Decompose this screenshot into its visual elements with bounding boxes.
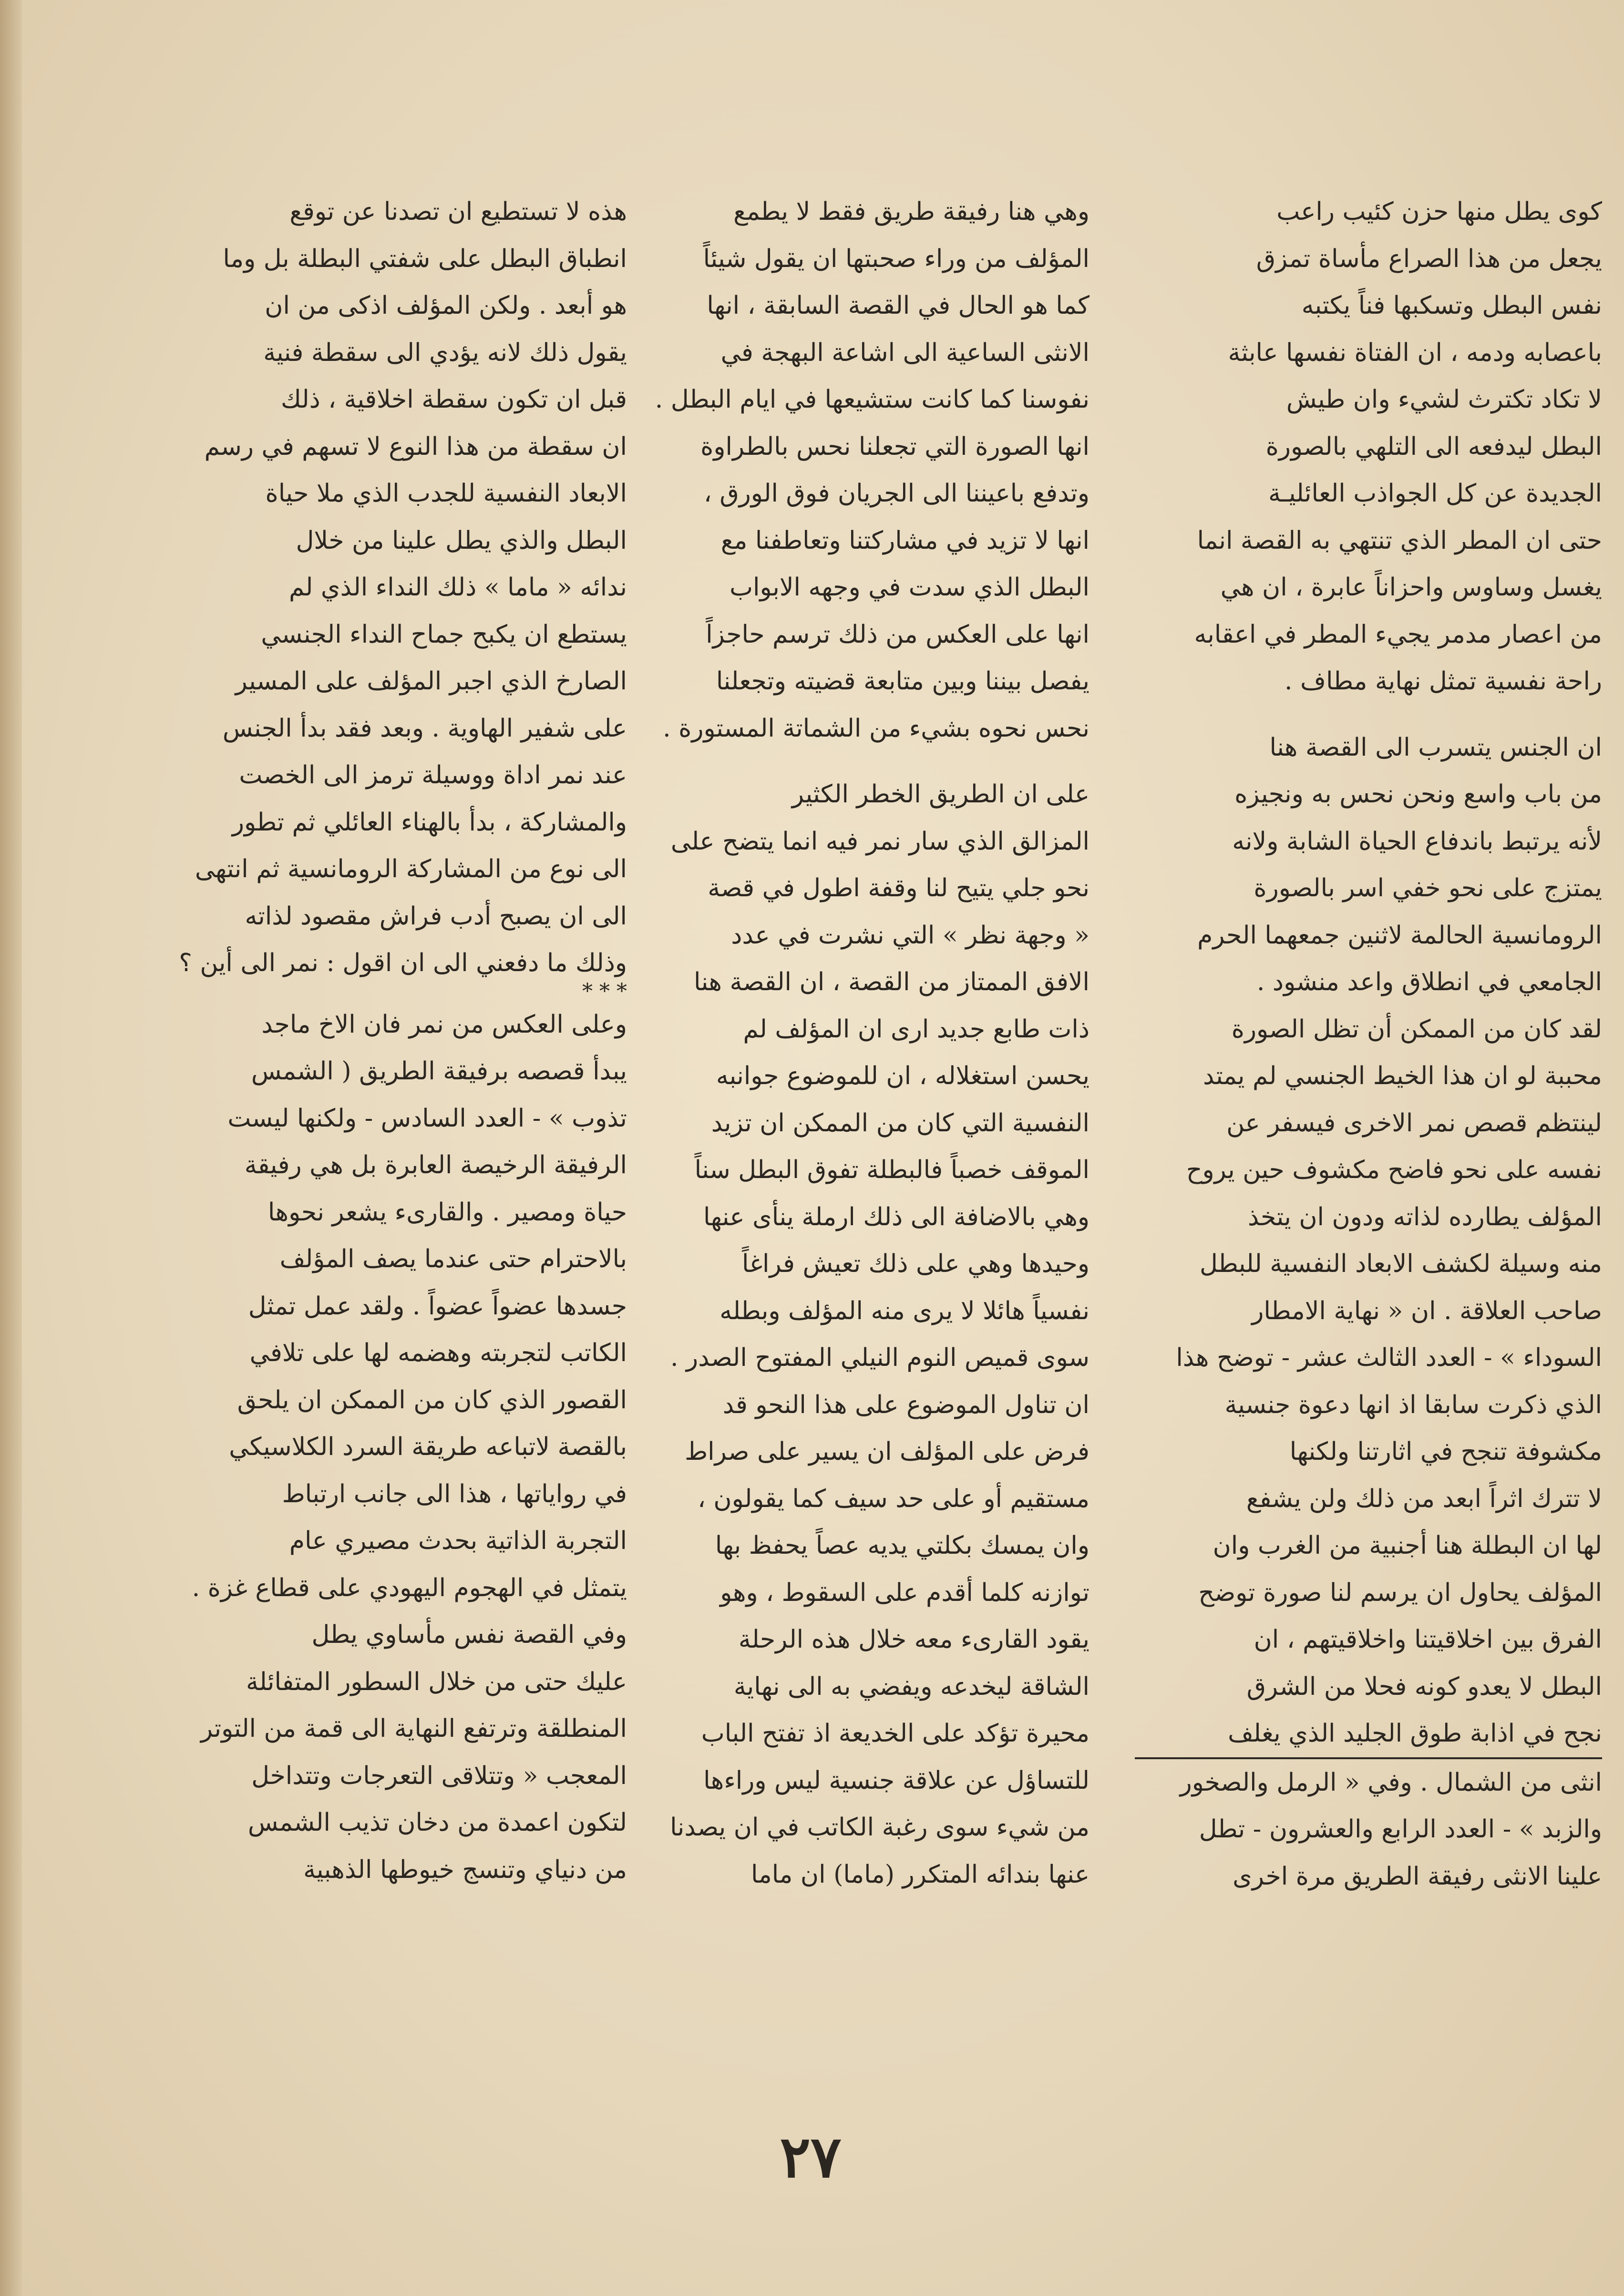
text-line: المزالق الذي سار نمر فيه انما يتضح على <box>670 827 1090 856</box>
text-line: جسدها عضواً عضواً . ولقد عمل تمثل <box>248 1292 627 1321</box>
text-line: الكاتب لتجربته وهضمه لها على تلافي <box>249 1339 627 1367</box>
text-line: نحو جلي يتيح لنا وقفة اطول في قصة <box>708 874 1090 902</box>
text-line: الرفيقة الرخيصة العابرة بل هي رفيقة <box>244 1151 627 1179</box>
text-line: ان تناول الموضوع على هذا النحو قد <box>722 1390 1090 1419</box>
text-line: المؤلف من وراء صحبتها ان يقول شيئاً <box>703 244 1090 273</box>
text-line: على ان الطريق الخطر الكثير <box>791 780 1090 809</box>
text-line: انها لا تزيد في مشاركتنا وتعاطفنا مع <box>720 526 1090 555</box>
text-line: النفسية التي كان من الممكن ان تزيد <box>711 1108 1090 1138</box>
text-line: والمشاركة ، بدأ بالهناء العائلي ثم تطور <box>232 808 627 837</box>
text-line: نفوسنا كما كانت ستشيعها في ايام البطل . <box>655 385 1090 414</box>
text-line: يبدأ قصصه برفيقة الطريق ( الشمس <box>251 1057 627 1086</box>
text-line: نفسياً هائلا لا يرى منه المؤلف وبطله <box>719 1296 1090 1325</box>
text-line: المنطلقة وترتفع النهاية الى قمة من التوتر <box>200 1714 627 1743</box>
text-line: حياة ومصير . والقارىء يشعر نحوها <box>267 1198 627 1227</box>
text-line: راحة نفسية تمثل نهاية مطاف . <box>1285 667 1602 696</box>
text-line: لا تترك اثراً ابعد من ذلك ولن يشفع <box>1246 1484 1602 1513</box>
text-column-left <box>160 188 627 2114</box>
text-line: الرومانسية الحالمة لاثنين جمعهما الحرم <box>1197 921 1602 950</box>
text-line: عليك حتى من خلال السطور المتفائلة <box>246 1667 627 1696</box>
text-line: ذات طابع جديد ارى ان المؤلف لم <box>743 1015 1090 1044</box>
text-line: وان يمسك بكلتي يديه عصاً يحفظ بها <box>715 1531 1090 1560</box>
text-line: يقول ذلك لانه يؤدي الى سقطة فنية <box>263 338 627 367</box>
text-line: على شفير الهاوية . وبعد فقد بدأ الجنس <box>222 714 627 743</box>
text-line: لا تكاد تكترث لشيء وان طيش <box>1286 385 1602 414</box>
text-line: بالقصة لاتباعه طريقة السرد الكلاسيكي <box>229 1433 627 1461</box>
text-line: نفسه على نحو فاضح مكشوف حين يروح <box>1186 1156 1602 1184</box>
text-line: علينا الانثى رفيقة الطريق مرة اخرى <box>1233 1862 1602 1891</box>
text-line: قبل ان تكون سقطة اخلاقية ، ذلك <box>280 385 627 414</box>
text-line: من شيء سوى رغبة الكاتب في ان يصدنا <box>670 1813 1090 1842</box>
text-line: ان سقطة من هذا النوع لا تسهم في رسم <box>204 432 627 461</box>
text-line: يمتزج على نحو خفي اسر بالصورة <box>1254 874 1602 902</box>
text-line: من باب واسع ونحن نحس به ونجيزه <box>1234 780 1602 809</box>
text-line: للتساؤل عن علاقة جنسية ليس وراءها <box>703 1766 1090 1795</box>
text-line: الابعاد النفسية للجدب الذي ملا حياة <box>265 479 627 508</box>
text-line: الانثى الساعية الى اشاعة البهجة في <box>720 338 1090 367</box>
text-line: وذلك ما دفعني الى ان اقول : نمر الى أين ؟ <box>179 949 627 977</box>
text-line: مكشوفة تنجح في اثارتنا ولكنها <box>1289 1437 1602 1466</box>
text-line: يغسل وساوس واحزاناً عابرة ، ان هي <box>1220 573 1602 602</box>
text-line: نفس البطل وتسكبها فناً يكتبه <box>1301 291 1602 320</box>
text-line: لينتظم قصص نمر الاخرى فيسفر عن <box>1226 1108 1602 1138</box>
text-line: المؤلف يحاول ان يرسم لنا صورة توضح <box>1198 1578 1602 1607</box>
text-line: الجديدة عن كل الجواذب العائليـة <box>1268 479 1602 508</box>
text-line: والزبد » - العدد الرابع والعشرون - تطل <box>1199 1815 1602 1844</box>
text-line: انها على العكس من ذلك ترسم حاجزاً <box>706 620 1090 649</box>
text-line: نحس نحوه بشيء من الشماتة المستورة . <box>663 714 1090 743</box>
text-line: « وجهة نظر » التي نشرت في عدد <box>731 921 1090 950</box>
text-line: لتكون اعمدة من دخان تذيب الشمس <box>247 1808 627 1837</box>
text-line: منه وسيلة لكشف الابعاد النفسية للبطل <box>1199 1250 1602 1278</box>
text-line: وفي القصة نفس مأساوي يطل <box>311 1620 627 1649</box>
text-line: البطل الذي سدت في وجهه الابواب <box>730 573 1090 602</box>
text-column-middle <box>622 188 1090 2114</box>
text-line: لها ان البطلة هنا أجنبية من الغرب وان <box>1213 1531 1602 1560</box>
text-line: لأنه يرتبط باندفاع الحياة الشابة ولانه <box>1232 827 1602 856</box>
text-line: كما هو الحال في القصة السابقة ، انها <box>707 291 1090 320</box>
text-line: هو أبعد . ولكن المؤلف اذكى من ان <box>265 291 627 320</box>
text-line: كوى يطل منها حزن كئيب راعب <box>1276 197 1602 226</box>
text-line: وتدفع باعيننا الى الجريان فوق الورق ، <box>704 479 1090 508</box>
text-line: عنها بندائه المتكرر (ماما) ان ماما <box>751 1860 1090 1889</box>
text-line: ان الجنس يتسرب الى القصة هنا <box>1269 733 1602 762</box>
text-line: انثى من الشمال . وفي « الرمل والصخور <box>1180 1768 1602 1797</box>
text-line: يفصل بيننا وبين متابعة قضيته وتجعلنا <box>716 667 1090 696</box>
text-line: يتمثل في الهجوم اليهودي على قطاع غزة . <box>192 1573 627 1602</box>
page-binding-edge <box>0 0 22 2296</box>
text-line: لقد كان من الممكن أن تظل الصورة <box>1231 1015 1602 1044</box>
text-line: الصارخ الذي اجبر المؤلف على المسير <box>235 667 627 696</box>
text-line: الافق الممتاز من القصة ، ان القصة هنا <box>693 968 1090 996</box>
text-line: محيرة تؤكد على الخديعة اذ تفتح الباب <box>701 1719 1090 1748</box>
text-line: فرض على المؤلف ان يسير على صراط <box>685 1437 1090 1466</box>
text-column-right <box>1135 188 1602 2114</box>
text-line: التجربة الذاتية بحدث مصيري عام <box>289 1527 627 1555</box>
text-line: باعصابه ودمه ، ان الفتاة نفسها عابثة <box>1228 338 1602 367</box>
text-line: هذه لا تستطيع ان تصدنا عن توقع <box>289 197 627 226</box>
text-line: الفرق بين اخلاقيتنا واخلاقيتهم ، ان <box>1254 1625 1602 1654</box>
text-line: الى نوع من المشاركة الرومانسية ثم انتهى <box>195 855 627 883</box>
section-separator-stars: * * * <box>582 979 627 1004</box>
text-line: ندائه « ماما » ذلك النداء الذي لم <box>288 573 627 602</box>
paragraph-gap <box>622 752 1090 771</box>
text-line: البطل ليدفعه الى التلهي بالصورة <box>1265 432 1602 461</box>
paragraph-gap <box>1135 705 1602 724</box>
page-number: ٢٧ <box>780 2123 842 2191</box>
text-line: المؤلف يطارده لذاته ودون ان يتخذ <box>1247 1202 1602 1231</box>
text-line: الشاقة ليخدعه ويفضي به الى نهاية <box>733 1672 1090 1701</box>
text-line: حتى ان المطر الذي تنتهي به القصة انما <box>1197 526 1602 555</box>
text-line: وحيدها وهي على ذلك تعيش فراغاً <box>741 1250 1090 1278</box>
text-line: وهي بالاضافة الى ذلك ارملة ينأى عنها <box>703 1202 1090 1231</box>
text-line: محببة لو ان هذا الخيط الجنسي لم يمتد <box>1203 1062 1602 1090</box>
text-line: توازنه كلما أقدم على السقوط ، وهو <box>720 1578 1090 1607</box>
text-line: يحسن استغلاله ، ان للموضوع جوانبه <box>716 1062 1090 1090</box>
text-line: الذي ذكرت سابقا اذ انها دعوة جنسية <box>1224 1390 1602 1419</box>
text-line: انها الصورة التي تجعلنا نحس بالطراوة <box>700 432 1090 461</box>
text-line: الى ان يصبح أدب فراش مقصود لذاته <box>245 902 627 931</box>
text-line: القصور الذي كان من الممكن ان يلحق <box>237 1385 627 1414</box>
text-line: عند نمر اداة ووسيلة ترمز الى الخصت <box>239 761 627 789</box>
text-line: السوداء » - العدد الثالث عشر - توضح هذا <box>1176 1343 1602 1372</box>
text-line: انطباق البطل على شفتي البطلة بل وما <box>223 244 627 273</box>
text-line: البطل والذي يطل علينا من خلال <box>296 526 627 555</box>
text-line: الموقف خصباً فالبطلة تفوق البطل سناً <box>694 1156 1090 1184</box>
text-line: نجح في اذابة طوق الجليد الذي يغلف <box>1135 1710 1602 1759</box>
text-line: يجعل من هذا الصراع مأساة تمزق <box>1256 244 1602 273</box>
text-line: وهي هنا رفيقة طريق فقط لا يطمع <box>733 197 1090 226</box>
text-line: وعلى العكس من نمر فان الاخ ماجد <box>261 1010 627 1039</box>
text-line: المعجب « وتتلاقى التعرجات وتتداخل <box>251 1761 627 1790</box>
text-line: بالاحترام حتى عندما يصف المؤلف <box>279 1245 627 1273</box>
text-line: من اعصار مدمر يجيء المطر في اعقابه <box>1194 620 1602 649</box>
text-line: صاحب العلاقة . ان « نهاية الامطار <box>1252 1296 1602 1325</box>
text-line: الجامعي في انطلاق واعد منشود . <box>1256 968 1602 996</box>
text-line: البطل لا يعدو كونه فحلا من الشرق <box>1246 1672 1602 1701</box>
text-line: يقود القارىء معه خلال هذه الرحلة <box>738 1625 1090 1654</box>
text-line: من دنياي وتنسج خيوطها الذهبية <box>303 1855 627 1884</box>
text-line: في رواياتها ، هذا الى جانب ارتباط <box>282 1479 627 1508</box>
text-line: سوى قميص النوم النيلي المفتوح الصدر . <box>670 1343 1090 1372</box>
text-line: مستقيم أو على حد سيف كما يقولون ، <box>698 1484 1090 1513</box>
text-line: يستطع ان يكبح جماح النداء الجنسي <box>261 620 627 649</box>
text-line: تذوب » - العدد السادس - ولكنها ليست <box>227 1104 627 1133</box>
